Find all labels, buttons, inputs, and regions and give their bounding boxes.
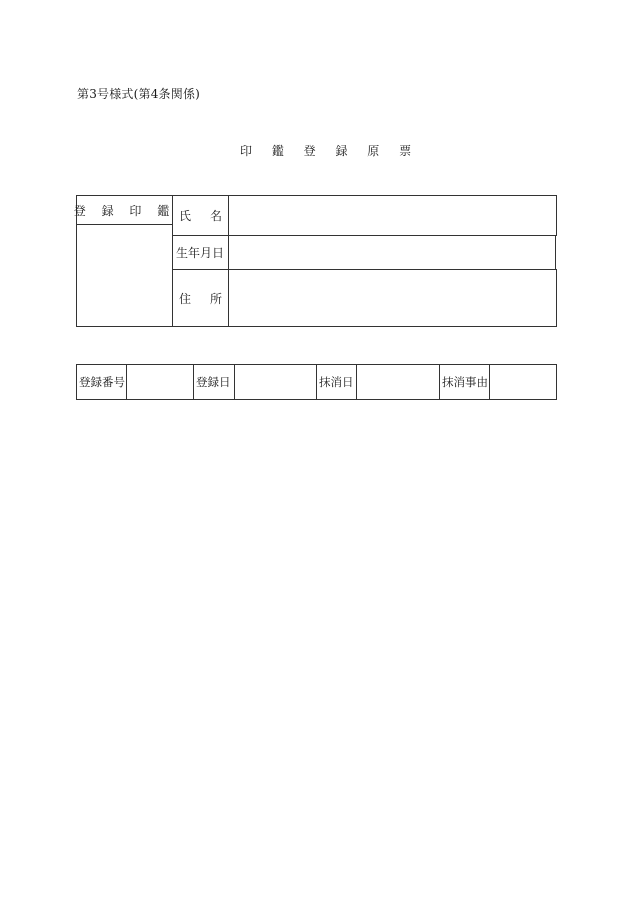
registration-number-field[interactable]	[126, 364, 194, 400]
registration-date-label-cell	[193, 364, 235, 400]
registration-date-label: 登録日	[196, 375, 231, 389]
seal-label: 登 録 印 鑑	[73, 203, 176, 218]
birthdate-label: 生年月日	[176, 246, 225, 260]
name-field[interactable]	[228, 195, 557, 236]
registration-number-label: 登録番号	[79, 375, 125, 389]
seal-label-cell	[73, 195, 176, 225]
name-label-part2: 名	[209, 209, 222, 223]
address-label-cell	[172, 269, 229, 327]
cancellation-reason-field[interactable]	[489, 364, 557, 400]
address-label-part2: 所	[209, 291, 222, 306]
cancellation-date-field[interactable]	[356, 364, 440, 400]
cancellation-reason-label-cell	[439, 364, 490, 400]
document-title: 印 鑑 登 録 原 票	[240, 144, 420, 158]
cancellation-reason-label: 抹消事由	[442, 375, 488, 389]
seal-impression-area[interactable]	[76, 224, 173, 327]
registration-number-label-cell	[76, 364, 127, 400]
form-reference: 第3号様式(第4条関係)	[77, 87, 201, 101]
cancellation-date-label: 抹消日	[319, 375, 354, 389]
address-label-part1: 住	[179, 291, 192, 306]
birthdate-field[interactable]	[228, 235, 556, 270]
birthdate-label-cell	[172, 235, 229, 270]
name-label-cell	[172, 195, 229, 236]
address-field[interactable]	[228, 269, 557, 327]
name-label-part1: 氏	[179, 209, 192, 223]
registration-date-field[interactable]	[234, 364, 317, 400]
cancellation-date-label-cell	[316, 364, 357, 400]
